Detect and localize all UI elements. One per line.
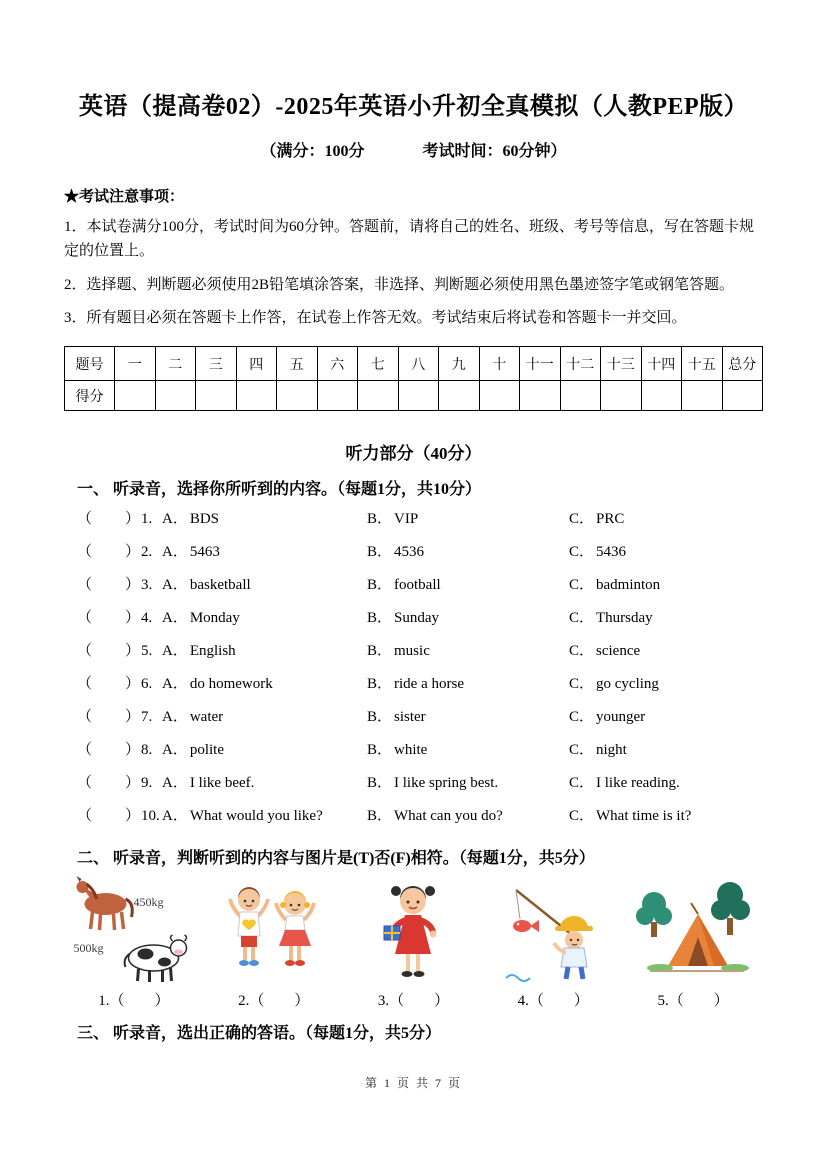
- score-cell: [722, 381, 763, 411]
- camping-illustration: [632, 874, 754, 984]
- section-1-question-list: [64, 503, 763, 833]
- score-cell: [317, 381, 358, 411]
- option-c-letter: C．: [569, 775, 595, 792]
- score-cell: [236, 381, 277, 411]
- option-a-text: water: [189, 709, 224, 726]
- option-a-text: What would you like?: [189, 808, 323, 825]
- score-cell: [115, 381, 156, 411]
- score-cell: [601, 381, 642, 411]
- score-cell: [155, 381, 196, 411]
- camping-tent-icon: [636, 882, 750, 972]
- option-a-letter: A．: [162, 577, 188, 594]
- score-column-1: 一: [115, 347, 156, 381]
- listening-part-heading: 听力部分（40分）: [345, 444, 482, 464]
- option-c-text: younger: [596, 709, 646, 726]
- option-a-text: polite: [189, 742, 225, 759]
- score-column-6: 六: [317, 347, 358, 381]
- answer-blank: （ ）: [77, 643, 142, 660]
- dancing-kids-illustration: [214, 874, 334, 984]
- figure-3-girl-red-dress: [344, 874, 484, 1010]
- option-b-text: ride a horse: [394, 676, 464, 693]
- question-row-3: [64, 569, 763, 602]
- option-b-text: sister: [394, 709, 426, 726]
- option-a-letter: A．: [162, 676, 188, 693]
- option-b-letter: B．: [367, 643, 393, 660]
- option-a-text: BDS: [189, 511, 220, 528]
- question-row-5: [64, 635, 763, 668]
- option-b-text: white: [394, 742, 428, 759]
- horse-weight-label: 450kg: [133, 895, 164, 910]
- option-a-text: basketball: [189, 577, 251, 594]
- score-cell: [479, 381, 520, 411]
- answer-blank: （ ）: [77, 808, 142, 825]
- answer-blank: （ ）: [77, 511, 142, 528]
- question-row-7: [64, 701, 763, 734]
- option-c-text: science: [596, 643, 641, 660]
- score-column-2: 二: [155, 347, 196, 381]
- score-table-header-label: 题号: [65, 347, 115, 381]
- option-c-text: 5436: [596, 544, 627, 561]
- figure-4-boy-fishing: [483, 874, 623, 1010]
- score-table-score-label: 得分: [65, 381, 115, 411]
- notice-item-2: 2．选择题、判断题必须使用2B铅笔填涂答案，非选择、判断题必须使用黑色墨迹签字笔或钢笔答题。: [64, 276, 735, 293]
- score-column-11: 十一: [520, 347, 561, 381]
- option-b-text: 4536: [394, 544, 425, 561]
- answer-blank-4: 4.（ ）: [517, 993, 589, 1010]
- figure-1-horse-and-cow: [64, 874, 204, 1010]
- answer-blank-2: 2.（ ）: [238, 993, 310, 1010]
- option-a-letter: A．: [162, 709, 188, 726]
- girl-red-dress-icon: [384, 886, 437, 977]
- question-number: 3.: [141, 577, 153, 594]
- question-number: 10.: [141, 808, 160, 825]
- option-c-text: night: [596, 742, 627, 759]
- option-b-letter: B．: [367, 577, 393, 594]
- cow-icon: [124, 935, 186, 982]
- option-c-letter: C．: [569, 511, 595, 528]
- score-column-14: 十四: [641, 347, 682, 381]
- option-b-letter: B．: [367, 742, 393, 759]
- score-cell: [520, 381, 561, 411]
- exam-duration-label: 考试时间：60分钟）: [422, 143, 567, 160]
- page-title: 英语（提高卷02）-2025年英语小升初全真模拟（人教PEP版）: [78, 94, 749, 120]
- option-c-text: What time is it?: [596, 808, 692, 825]
- score-column-13: 十三: [601, 347, 642, 381]
- score-cell: [641, 381, 682, 411]
- option-c-letter: C．: [569, 808, 595, 825]
- option-c-letter: C．: [569, 643, 595, 660]
- section-1-title: 一、 听录音，选择你所听到的内容。（每题1分，共10分）: [77, 481, 482, 499]
- option-b-letter: B．: [367, 676, 393, 693]
- option-b-text: Sunday: [394, 610, 440, 627]
- answer-blank: （ ）: [77, 577, 142, 594]
- answer-blank: （ ）: [77, 775, 142, 792]
- score-cell: [682, 381, 723, 411]
- score-cell: [358, 381, 399, 411]
- score-cell: [277, 381, 318, 411]
- horse-and-cow-illustration: [70, 874, 198, 984]
- option-c-letter: C．: [569, 610, 595, 627]
- option-b-letter: B．: [367, 775, 393, 792]
- notice-heading: ★考试注意事项：: [64, 189, 185, 205]
- answer-blank: （ ）: [77, 544, 142, 561]
- boy-fishing-icon: [506, 890, 593, 981]
- score-table-header-row: [65, 347, 763, 381]
- answer-blank: （ ）: [77, 676, 142, 693]
- score-column-total: 总分: [722, 347, 763, 381]
- option-a-text: 5463: [189, 544, 220, 561]
- answer-blank-1: 1.（ ）: [98, 993, 170, 1010]
- score-cell: [398, 381, 439, 411]
- question-row-9: [64, 767, 763, 800]
- page-footer: 第 1 页 共 7 页: [364, 1076, 462, 1090]
- answer-blank: （ ）: [77, 709, 142, 726]
- option-b-letter: B．: [367, 610, 393, 627]
- option-b-letter: B．: [367, 511, 393, 528]
- score-table: [64, 346, 763, 411]
- notice-item-3: 3．所有题目必须在答题卡上作答，在试卷上作答无效。考试结束后将试卷和答题卡一并交回。: [64, 309, 687, 326]
- option-c-letter: C．: [569, 544, 595, 561]
- option-b-letter: B．: [367, 544, 393, 561]
- score-column-7: 七: [358, 347, 399, 381]
- score-table-score-row: [65, 381, 763, 411]
- section-2-figures: [64, 874, 763, 1010]
- question-number: 8.: [141, 742, 153, 759]
- section-2-title: 二、 听录音，判断听到的内容与图片是(T)否(F)相符。（每题1分，共5分）: [77, 850, 595, 868]
- score-column-9: 九: [439, 347, 480, 381]
- girl-red-dress-illustration: [368, 874, 458, 984]
- exam-meta: [64, 138, 763, 161]
- question-number: 4.: [141, 610, 153, 627]
- question-row-1: [64, 503, 763, 536]
- question-number: 2.: [141, 544, 153, 561]
- question-row-6: [64, 668, 763, 701]
- option-b-letter: B．: [367, 709, 393, 726]
- option-a-letter: A．: [162, 610, 188, 627]
- answer-blank: （ ）: [77, 610, 142, 627]
- option-c-letter: C．: [569, 577, 595, 594]
- section-3-title: 三、 听录音，选出正确的答语。（每题1分，共5分）: [77, 1025, 442, 1043]
- score-column-10: 十: [479, 347, 520, 381]
- full-score-label: （满分：100分: [260, 143, 365, 160]
- score-column-8: 八: [398, 347, 439, 381]
- question-row-4: [64, 602, 763, 635]
- score-cell: [196, 381, 237, 411]
- question-number: 9.: [141, 775, 153, 792]
- score-column-12: 十二: [560, 347, 601, 381]
- score-cell: [560, 381, 601, 411]
- question-row-2: [64, 536, 763, 569]
- option-b-text: music: [394, 643, 430, 660]
- option-a-letter: A．: [162, 544, 188, 561]
- option-b-letter: B．: [367, 808, 393, 825]
- option-c-letter: C．: [569, 742, 595, 759]
- figure-5-camping: [623, 874, 763, 1010]
- horse-icon: [76, 876, 132, 930]
- figure-2-dancing-kids: [204, 874, 344, 1010]
- option-c-text: badminton: [596, 577, 661, 594]
- option-c-letter: C．: [569, 676, 595, 693]
- option-c-letter: C．: [569, 709, 595, 726]
- answer-blank-5: 5.（ ）: [657, 993, 729, 1010]
- option-c-text: Thursday: [596, 610, 653, 627]
- option-c-text: go cycling: [596, 676, 659, 693]
- score-column-5: 五: [277, 347, 318, 381]
- option-c-text: I like reading.: [596, 775, 680, 792]
- question-row-8: [64, 734, 763, 767]
- option-a-text: Monday: [189, 610, 240, 627]
- dancing-girl-icon: [276, 891, 314, 966]
- score-cell: [439, 381, 480, 411]
- question-number: 7.: [141, 709, 153, 726]
- option-a-letter: A．: [162, 775, 188, 792]
- score-column-3: 三: [196, 347, 237, 381]
- answer-blank: （ ）: [77, 742, 142, 759]
- notice-item-1: 1．本试卷满分100分，考试时间为60分钟。答题前，请将自己的姓名、班级、考号等信息，写在答题卡规定的位置上。: [64, 219, 755, 260]
- score-column-15: 十五: [682, 347, 723, 381]
- option-a-text: English: [189, 643, 236, 660]
- score-column-4: 四: [236, 347, 277, 381]
- option-a-letter: A．: [162, 808, 188, 825]
- option-a-letter: A．: [162, 643, 188, 660]
- option-c-text: PRC: [596, 511, 625, 528]
- option-b-text: football: [394, 577, 441, 594]
- option-a-letter: A．: [162, 511, 188, 528]
- cow-weight-label: 500kg: [73, 941, 104, 956]
- boy-fishing-illustration: [498, 874, 608, 984]
- question-row-10: [64, 800, 763, 833]
- question-number: 6.: [141, 676, 153, 693]
- option-a-text: do homework: [189, 676, 273, 693]
- option-b-text: I like spring best.: [394, 775, 499, 792]
- dancing-boy-icon: [230, 887, 268, 966]
- answer-blank-3: 3.（ ）: [377, 993, 450, 1010]
- question-number: 1.: [141, 511, 153, 528]
- option-a-letter: A．: [162, 742, 188, 759]
- exam-notice: [64, 185, 763, 330]
- option-b-text: VIP: [394, 511, 419, 528]
- option-b-text: What can you do?: [394, 808, 503, 825]
- question-number: 5.: [141, 643, 153, 660]
- option-a-text: I like beef.: [189, 775, 255, 792]
